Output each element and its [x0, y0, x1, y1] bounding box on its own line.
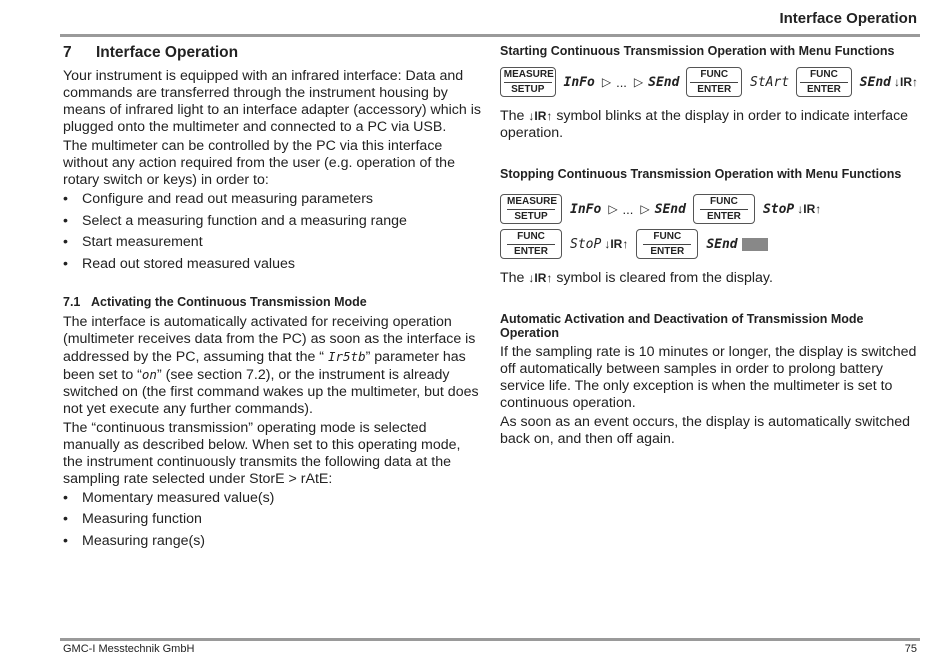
page-number: 75 — [904, 643, 917, 655]
list-item: • Configure and read out measuring parameters — [63, 191, 481, 208]
capabilities-list — [63, 191, 481, 273]
lcd-text: InFo — [563, 74, 595, 90]
list-item: • Measuring range(s) — [63, 533, 481, 550]
lcd-text: StArt — [750, 74, 790, 90]
ir-symbol-icon: ↓IR↑ — [893, 75, 918, 89]
section-number: 7 — [63, 44, 72, 61]
left-column — [63, 44, 481, 554]
footer-company: GMC-I Messtechnik GmbH — [63, 643, 195, 655]
section-title: Interface Operation — [96, 44, 239, 61]
measure-setup-key: MEASURE SETUP — [500, 67, 556, 97]
triangle-right-icon: ▷ — [601, 75, 612, 89]
ir-symbol-icon: ↓IR↑ — [528, 271, 553, 285]
func-enter-key: FUNC ENTER — [500, 229, 562, 259]
lcd-text: Ir5tb — [327, 348, 366, 364]
lcd-text: StoP — [762, 201, 795, 217]
control-paragraph: The multimeter can be controlled by the PC via this interface without any action required from the user (e.g. operation of the rotary switch or keys) in order to: — [63, 138, 455, 188]
lcd-text: SEnd — [859, 74, 891, 90]
stop-key-sequence-1 — [500, 193, 918, 225]
ir-symbol-icon: ↓IR↑ — [797, 202, 822, 216]
subsection-number: 7.1 — [63, 294, 81, 309]
ir-symbol-icon: ↓IR↑ — [604, 237, 629, 251]
display-block — [742, 238, 768, 251]
start-heading: Starting Continuous Transmission Operation with Menu Functions — [500, 44, 895, 58]
triangle-right-icon: ▷ — [640, 202, 650, 216]
stop-key-sequence-2 — [500, 228, 918, 260]
header-rule — [60, 34, 920, 37]
activation-paragraph: The interface is automatically activated for receiving operation (multimeter receives data from the PC) as soon as the interface is addressed by the PC, assuming that the “ Ir5tb” parameter has been set to “on” (see section 7.2), or the instrument is already switched on (the first command wakes up the multimeter, but does not yet execute any further commands). — [63, 313, 479, 417]
stop-description: The ↓IR↑ symbol is cleared from the display. — [500, 270, 773, 286]
func-enter-key: FUNC ENTER — [693, 194, 755, 224]
auto-paragraph-2: As soon as an event occurs, the display is automatically switched back on, and then off again. — [500, 414, 911, 447]
ellipsis: ... — [622, 201, 634, 217]
lcd-text: on — [141, 366, 157, 382]
stop-heading: Stopping Continuous Transmission Operation with Menu Functions — [500, 167, 902, 181]
lcd-text: SEnd — [648, 74, 680, 90]
func-enter-key: FUNC ENTER — [686, 67, 742, 97]
lcd-text: SEnd — [706, 236, 738, 252]
intro-paragraph: Your instrument is equipped with an infrared interface: Data and commands are transferred through the instrument housing by means of infrared light to an interface adapter (accessory) which is plugged onto the multimeter and connected to a PC via USB. — [63, 68, 481, 135]
transmitted-data-list — [63, 490, 481, 550]
auto-paragraph-1: If the sampling rate is 10 minutes or longer, the display is switched off automatically between samples in order to prolong battery service life. The only exception is when the multimeter is set to continuous operation. — [500, 344, 917, 411]
auto-heading: Automatic Activation and Deactivation of Transmission Mode Operation — [500, 312, 864, 340]
subsection-title: Activating the Continuous Transmission Mode — [91, 294, 367, 309]
list-item: • Read out stored measured values — [63, 256, 481, 273]
func-enter-key: FUNC ENTER — [796, 67, 852, 97]
triangle-right-icon: ▷ — [633, 75, 644, 89]
ellipsis: ... — [616, 74, 627, 90]
triangle-right-icon: ▷ — [608, 202, 618, 216]
list-item: • Start measurement — [63, 234, 481, 251]
start-key-sequence — [500, 66, 918, 98]
ir-symbol-icon: ↓IR↑ — [528, 109, 553, 123]
right-column — [500, 44, 918, 450]
func-enter-key: FUNC ENTER — [636, 229, 698, 259]
footer-rule — [60, 638, 920, 641]
list-item: • Select a measuring function and a measuring range — [63, 213, 481, 230]
continuous-paragraph: The “continuous transmission” operating mode is selected manually as described below. When set to this operating mode, the instrument continuously transmits the following data at the sampling rate selected under StorE > rAtE: — [63, 419, 461, 487]
lcd-text: InFo — [570, 201, 602, 217]
header-title: Interface Operation — [779, 10, 917, 27]
subsection-heading — [63, 295, 481, 309]
lcd-text: StoP — [570, 236, 602, 252]
list-item: • Momentary measured value(s) — [63, 490, 481, 507]
section-heading — [63, 44, 481, 62]
measure-setup-key: MEASURE SETUP — [500, 194, 562, 224]
lcd-text: SEnd — [654, 201, 686, 217]
start-description: The ↓IR↑ symbol blinks at the display in order to indicate interface operation. — [500, 108, 909, 141]
list-item: • Measuring function — [63, 511, 481, 528]
